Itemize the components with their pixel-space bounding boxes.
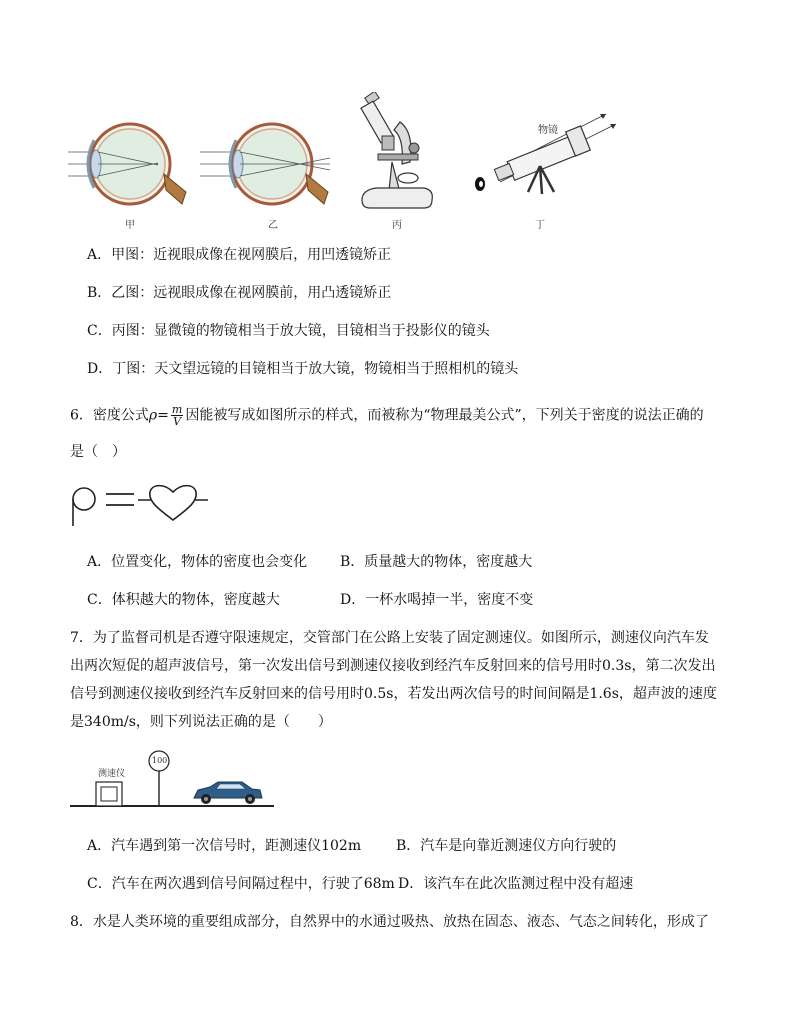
telescope-objective-label: 物镜 bbox=[538, 125, 558, 136]
figure-caption-jia: 甲 bbox=[125, 220, 135, 231]
speed-limit-sign-value: 100 bbox=[152, 756, 168, 765]
speed-camera-label: 测速仪 bbox=[98, 769, 126, 779]
q7-stem-line4: 是340m/s，则下列说法正确的是（ ） bbox=[70, 714, 332, 730]
figure-caption-ding: 丁 bbox=[535, 220, 545, 231]
q6-rho-symbol: ρ bbox=[148, 407, 158, 424]
eye-diagram-jia bbox=[68, 112, 198, 217]
rho-heart-formula-figure bbox=[68, 480, 210, 530]
q7-option-a: A．汽车遇到第一次信号时，距测速仪102m bbox=[87, 838, 362, 854]
q6-stem-text: 因能被写成如图所示的样式，而被称为“物理最美公式”，下列关于密度的说法正确的 bbox=[185, 407, 704, 424]
formula-numerator: m bbox=[171, 403, 183, 416]
q5-option-a: A．甲图：近视眼成像在视网膜后，用凹透镜矫正 bbox=[87, 247, 392, 263]
q6-option-b: B．质量越大的物体，密度越大 bbox=[340, 554, 533, 570]
q5-option-c: C．丙图：显微镜的物镜相当于放大镜，目镜相当于投影仪的镜头 bbox=[87, 323, 490, 339]
q5-option-b: B．乙图：远视眼成像在视网膜前，用凸透镜矫正 bbox=[87, 285, 392, 301]
q6-stem-line2: 是（ ） bbox=[70, 444, 126, 460]
figure-caption-bing: 丙 bbox=[392, 220, 402, 231]
q6-option-a: A．位置变化，物体的密度也会变化 bbox=[87, 554, 308, 570]
figure-caption-yi: 乙 bbox=[268, 220, 278, 231]
q6-number: 6．密度公式 bbox=[70, 407, 149, 424]
q6-option-c: C．体积越大的物体，密度越大 bbox=[87, 592, 280, 608]
q5-option-d: D．丁图：天文望远镜的目镜相当于放大镜，物镜相当于照相机的镜头 bbox=[87, 361, 519, 377]
q6-stem-line1 bbox=[70, 404, 704, 427]
q6-option-d: D．一杯水喝掉一半，密度不变 bbox=[340, 592, 534, 608]
microscope-diagram bbox=[352, 92, 436, 214]
q7-option-b: B．汽车是向靠近测速仪方向行驶的 bbox=[396, 838, 617, 854]
q7-stem-line2: 出两次短促的超声波信号，第一次发出信号到测速仪接收到经汽车反射回来的信号用时0.3s，第二次发出 bbox=[70, 658, 716, 674]
q6-equals: = bbox=[157, 407, 169, 424]
q7-stem-line1: 7．为了监督司机是否遵守限速规定，交管部门在公路上安装了固定测速仪。如图所示，测速仪向汽车发 bbox=[70, 630, 709, 646]
q8-stem-line1: 8．水是人类环境的重要组成部分，自然界中的水通过吸热、放热在固态、液态、气态之间转化，形成了 bbox=[70, 914, 709, 930]
formula-denominator: V bbox=[173, 415, 182, 428]
density-formula bbox=[171, 404, 183, 427]
q7-option-d: D．该汽车在此次监测过程中没有超速 bbox=[398, 876, 634, 892]
q7-stem-line3: 信号到测速仪接收到经汽车反射回来的信号用时0.5s，若发出两次信号的时间间隔是1.6s，超声波的速度 bbox=[70, 686, 717, 702]
q7-option-c: C．汽车在两次遇到信号间隔过程中，行驶了68m bbox=[87, 876, 395, 892]
eye-diagram-yi bbox=[200, 112, 340, 217]
speed-camera-figure bbox=[70, 748, 275, 810]
